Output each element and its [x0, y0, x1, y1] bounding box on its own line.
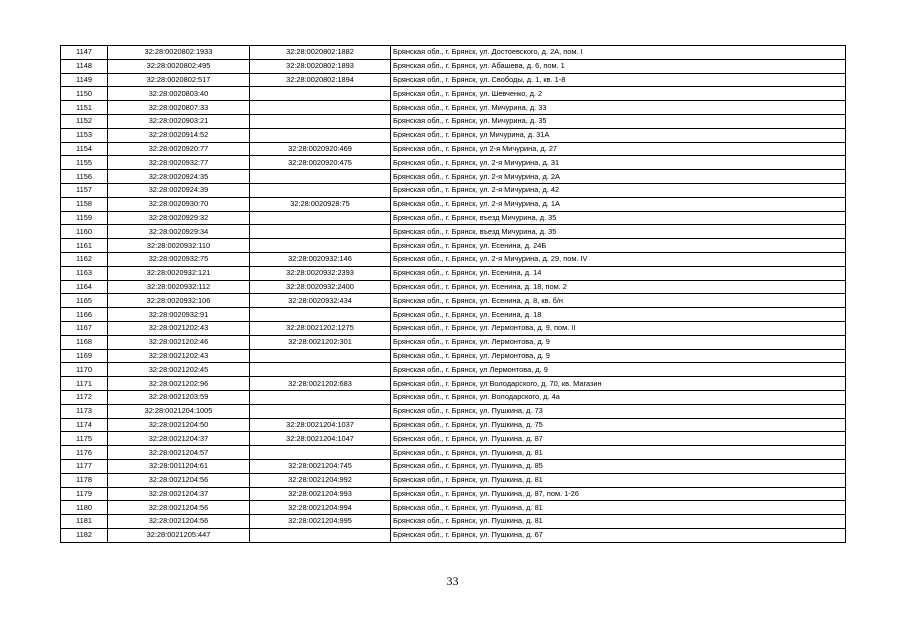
parent-cadastral-number-cell	[250, 101, 391, 115]
cadastral-number-cell: 32:28:0020929:34	[108, 225, 250, 239]
cadastral-number-cell: 32:28:0021204:57	[108, 446, 250, 460]
parent-cadastral-number-cell: 32:28:0020928:75	[250, 197, 391, 211]
address-cell: Брянская обл., г. Брянск, ул. Лермонтова, д. 9	[391, 349, 846, 363]
row-number-cell: 1152	[61, 114, 108, 128]
table-row	[61, 459, 846, 473]
row-number-cell: 1166	[61, 308, 108, 322]
row-number-cell: 1167	[61, 321, 108, 335]
page-number: 33	[446, 574, 459, 588]
table-row	[61, 528, 846, 542]
address-cell: Брянская обл., г. Брянск, ул. Пушкина, д. 73	[391, 404, 846, 418]
parent-cadastral-number-cell: 32:28:0020802:1893	[250, 59, 391, 73]
cadastral-number-cell: 32:28:0021204:50	[108, 418, 250, 432]
row-number-cell: 1171	[61, 377, 108, 391]
address-cell: Брянская обл., г. Брянск, ул 2-я Мичурина, д. 27	[391, 142, 846, 156]
table-row	[61, 101, 846, 115]
address-cell: Брянская обл., г. Брянск, ул. Пушкина, д. 81	[391, 515, 846, 529]
cadastral-number-cell: 32:28:0021202:46	[108, 335, 250, 349]
parent-cadastral-number-cell: 32:28:0021204:994	[250, 501, 391, 515]
address-cell: Брянская обл., г. Брянск, ул. Пушкина, д. 81	[391, 501, 846, 515]
cadastral-number-cell: 32:28:0020802:495	[108, 59, 250, 73]
table-row	[61, 73, 846, 87]
table-row	[61, 87, 846, 101]
table-row	[61, 170, 846, 184]
row-number-cell: 1178	[61, 473, 108, 487]
parent-cadastral-number-cell	[250, 308, 391, 322]
parent-cadastral-number-cell	[250, 404, 391, 418]
cadastral-number-cell: 32:28:0021204:37	[108, 487, 250, 501]
row-number-cell: 1181	[61, 515, 108, 529]
parent-cadastral-number-cell: 32:28:0021204:1047	[250, 432, 391, 446]
cadastral-number-cell: 32:28:0020932:91	[108, 308, 250, 322]
parent-cadastral-number-cell: 32:28:0021204:1037	[250, 418, 391, 432]
address-cell: Брянская обл., г. Брянск, ул. Мичурина, д. 33	[391, 101, 846, 115]
address-cell: Брянская обл., г. Брянск, ул. Есенина, д. 24Б	[391, 239, 846, 253]
table-row	[61, 446, 846, 460]
parent-cadastral-number-cell	[250, 183, 391, 197]
table-row	[61, 114, 846, 128]
cadastral-number-cell: 32:28:0020914:52	[108, 128, 250, 142]
table-row	[61, 501, 846, 515]
table-row	[61, 142, 846, 156]
parent-cadastral-number-cell: 32:28:0020920:469	[250, 142, 391, 156]
parent-cadastral-number-cell	[250, 239, 391, 253]
cadastral-number-cell: 32:28:0021205:447	[108, 528, 250, 542]
address-cell: Брянская обл., г. Брянск, ул. Володарского, д. 4а	[391, 390, 846, 404]
row-number-cell: 1165	[61, 294, 108, 308]
address-cell: Брянская обл., г. Брянск, ул. Достоевского, д. 2А, пом. I	[391, 46, 846, 60]
parent-cadastral-number-cell	[250, 225, 391, 239]
parent-cadastral-number-cell	[250, 363, 391, 377]
table-row	[61, 294, 846, 308]
address-cell: Брянская обл., г. Брянск, ул. Пушкина, д. 87	[391, 432, 846, 446]
table-body	[61, 46, 846, 543]
table-row	[61, 252, 846, 266]
row-number-cell: 1150	[61, 87, 108, 101]
cadastral-number-cell: 32:28:0020803:40	[108, 87, 250, 101]
address-cell: Брянская обл., г. Брянск, ул. 2-я Мичурина, д. 42	[391, 183, 846, 197]
row-number-cell: 1158	[61, 197, 108, 211]
table-row	[61, 363, 846, 377]
table-row	[61, 197, 846, 211]
table-row	[61, 335, 846, 349]
cadastral-number-cell: 32:28:0011204:61	[108, 459, 250, 473]
address-cell: Брянская обл., г. Брянск, ул. Абашева, д. 6, пом. 1	[391, 59, 846, 73]
table-row	[61, 156, 846, 170]
parent-cadastral-number-cell: 32:28:0021202:683	[250, 377, 391, 391]
parent-cadastral-number-cell: 32:28:0021204:745	[250, 459, 391, 473]
cadastral-number-cell: 32:28:0021202:96	[108, 377, 250, 391]
parent-cadastral-number-cell: 32:28:0020802:1882	[250, 46, 391, 60]
table-row	[61, 432, 846, 446]
parent-cadastral-number-cell: 32:28:0020802:1894	[250, 73, 391, 87]
parent-cadastral-number-cell: 32:28:0021204:993	[250, 487, 391, 501]
parent-cadastral-number-cell	[250, 211, 391, 225]
parent-cadastral-number-cell	[250, 128, 391, 142]
table-row	[61, 377, 846, 391]
address-cell: Брянская обл., г. Брянск, ул. Свободы, д. 1, кв. 1-8	[391, 73, 846, 87]
row-number-cell: 1162	[61, 252, 108, 266]
address-cell: Брянская обл., г. Брянск, ул. Пушкина, д. 75	[391, 418, 846, 432]
cadastral-number-cell: 32:28:0021204:56	[108, 515, 250, 529]
cadastral-number-cell: 32:28:0020930:70	[108, 197, 250, 211]
table-row	[61, 390, 846, 404]
row-number-cell: 1168	[61, 335, 108, 349]
cadastral-number-cell: 32:28:0020932:112	[108, 280, 250, 294]
cadastral-number-cell: 32:28:0021204:56	[108, 501, 250, 515]
row-number-cell: 1170	[61, 363, 108, 377]
address-cell: Брянская обл., г. Брянск, ул. Пушкина, д. 85	[391, 459, 846, 473]
cadastral-number-cell: 32:28:0020920:77	[108, 142, 250, 156]
parent-cadastral-number-cell	[250, 170, 391, 184]
row-number-cell: 1151	[61, 101, 108, 115]
row-number-cell: 1153	[61, 128, 108, 142]
address-cell: Брянская обл., г. Брянск, ул. 2-я Мичурина, д. 29, пом. IV	[391, 252, 846, 266]
table-row	[61, 266, 846, 280]
row-number-cell: 1176	[61, 446, 108, 460]
parent-cadastral-number-cell	[250, 528, 391, 542]
row-number-cell: 1161	[61, 239, 108, 253]
parent-cadastral-number-cell	[250, 114, 391, 128]
row-number-cell: 1160	[61, 225, 108, 239]
row-number-cell: 1182	[61, 528, 108, 542]
table-row	[61, 239, 846, 253]
parent-cadastral-number-cell	[250, 349, 391, 363]
cadastral-number-cell: 32:28:0020932:110	[108, 239, 250, 253]
parent-cadastral-number-cell: 32:28:0021204:992	[250, 473, 391, 487]
table-row	[61, 308, 846, 322]
address-cell: Брянская обл., г. Брянск, въезд Мичурина, д. 35	[391, 211, 846, 225]
table-row	[61, 404, 846, 418]
address-cell: Брянская обл., г. Брянск, ул. Пушкина, д. 81	[391, 446, 846, 460]
row-number-cell: 1157	[61, 183, 108, 197]
row-number-cell: 1147	[61, 46, 108, 60]
cadastral-number-cell: 32:28:0020929:32	[108, 211, 250, 225]
cadastral-registry-table	[60, 45, 846, 543]
table-row	[61, 59, 846, 73]
cadastral-number-cell: 32:28:0020924:39	[108, 183, 250, 197]
address-cell: Брянская обл., г. Брянск, ул Володарского, д. 70, кв. Магазин	[391, 377, 846, 391]
cadastral-number-cell: 32:28:0021204:1005	[108, 404, 250, 418]
parent-cadastral-number-cell: 32:28:0020932:2400	[250, 280, 391, 294]
row-number-cell: 1159	[61, 211, 108, 225]
parent-cadastral-number-cell	[250, 446, 391, 460]
table-row	[61, 473, 846, 487]
address-cell: Брянская обл., г. Брянск, ул Лермонтова, д. 9	[391, 363, 846, 377]
parent-cadastral-number-cell: 32:28:0020932:2393	[250, 266, 391, 280]
table-row	[61, 418, 846, 432]
cadastral-number-cell: 32:28:0020924:35	[108, 170, 250, 184]
row-number-cell: 1180	[61, 501, 108, 515]
parent-cadastral-number-cell: 32:28:0020932:146	[250, 252, 391, 266]
address-cell: Брянская обл., г. Брянск, ул. Шевченко, д. 2	[391, 87, 846, 101]
row-number-cell: 1156	[61, 170, 108, 184]
table-row	[61, 515, 846, 529]
table-row	[61, 46, 846, 60]
row-number-cell: 1164	[61, 280, 108, 294]
address-cell: Брянская обл., г. Брянск, ул. Пушкина, д. 81	[391, 473, 846, 487]
table-row	[61, 225, 846, 239]
cadastral-number-cell: 32:28:0021203:59	[108, 390, 250, 404]
table-row	[61, 183, 846, 197]
address-cell: Брянская обл., г. Брянск, ул. Лермонтова, д. 9, пом. II	[391, 321, 846, 335]
row-number-cell: 1177	[61, 459, 108, 473]
address-cell: Брянская обл., г. Брянск, ул. Есенина, д. 14	[391, 266, 846, 280]
row-number-cell: 1148	[61, 59, 108, 73]
cadastral-number-cell: 32:28:0020802:1933	[108, 46, 250, 60]
row-number-cell: 1155	[61, 156, 108, 170]
row-number-cell: 1173	[61, 404, 108, 418]
cadastral-number-cell: 32:28:0021202:43	[108, 321, 250, 335]
cadastral-number-cell: 32:28:0020802:517	[108, 73, 250, 87]
cadastral-number-cell: 32:28:0021204:37	[108, 432, 250, 446]
parent-cadastral-number-cell: 32:28:0021202:1275	[250, 321, 391, 335]
parent-cadastral-number-cell	[250, 390, 391, 404]
row-number-cell: 1149	[61, 73, 108, 87]
cadastral-number-cell: 32:28:0021202:45	[108, 363, 250, 377]
cadastral-number-cell: 32:28:0020932:77	[108, 156, 250, 170]
address-cell: Брянская обл., г. Брянск, ул. 2-я Мичурина, д. 2А	[391, 170, 846, 184]
row-number-cell: 1175	[61, 432, 108, 446]
parent-cadastral-number-cell: 32:28:0021204:995	[250, 515, 391, 529]
table-row	[61, 487, 846, 501]
row-number-cell: 1163	[61, 266, 108, 280]
row-number-cell: 1172	[61, 390, 108, 404]
row-number-cell: 1169	[61, 349, 108, 363]
cadastral-number-cell: 32:28:0020932:75	[108, 252, 250, 266]
address-cell: Брянская обл., г. Брянск, ул. Есенина, д. 8, кв. б/н	[391, 294, 846, 308]
address-cell: Брянская обл., г. Брянск, ул. Есенина, д. 18	[391, 308, 846, 322]
parent-cadastral-number-cell: 32:28:0020920:475	[250, 156, 391, 170]
address-cell: Брянская обл., г. Брянск, ул Мичурина, д. 31А	[391, 128, 846, 142]
cadastral-number-cell: 32:28:0021204:56	[108, 473, 250, 487]
table-row	[61, 211, 846, 225]
address-cell: Брянская обл., г. Брянск, ул. Есенина, д. 18, пом. 2	[391, 280, 846, 294]
address-cell: Брянская обл., г. Брянск, ул. Пушкина, д. 67	[391, 528, 846, 542]
parent-cadastral-number-cell: 32:28:0020932:434	[250, 294, 391, 308]
cadastral-number-cell: 32:28:0020932:121	[108, 266, 250, 280]
table-row	[61, 128, 846, 142]
parent-cadastral-number-cell	[250, 87, 391, 101]
address-cell: Брянская обл., г. Брянск, въезд Мичурина, д. 35	[391, 225, 846, 239]
address-cell: Брянская обл., г. Брянск, ул. Лермонтова, д. 9	[391, 335, 846, 349]
address-cell: Брянская обл., г. Брянск, ул. 2-я Мичурина, д. 1А	[391, 197, 846, 211]
row-number-cell: 1154	[61, 142, 108, 156]
parent-cadastral-number-cell: 32:28:0021202:301	[250, 335, 391, 349]
row-number-cell: 1174	[61, 418, 108, 432]
table-row	[61, 349, 846, 363]
cadastral-number-cell: 32:28:0020807:33	[108, 101, 250, 115]
cadastral-number-cell: 32:28:0020932:106	[108, 294, 250, 308]
table-row	[61, 280, 846, 294]
address-cell: Брянская обл., г. Брянск, ул. Мичурина, д. 35	[391, 114, 846, 128]
cadastral-number-cell: 32:28:0020903:21	[108, 114, 250, 128]
cadastral-number-cell: 32:28:0021202:43	[108, 349, 250, 363]
address-cell: Брянская обл., г. Брянск, ул. 2-я Мичурина, д. 31	[391, 156, 846, 170]
row-number-cell: 1179	[61, 487, 108, 501]
table-row	[61, 321, 846, 335]
address-cell: Брянская обл., г. Брянск, ул. Пушкина, д. 87, пом. 1-26	[391, 487, 846, 501]
